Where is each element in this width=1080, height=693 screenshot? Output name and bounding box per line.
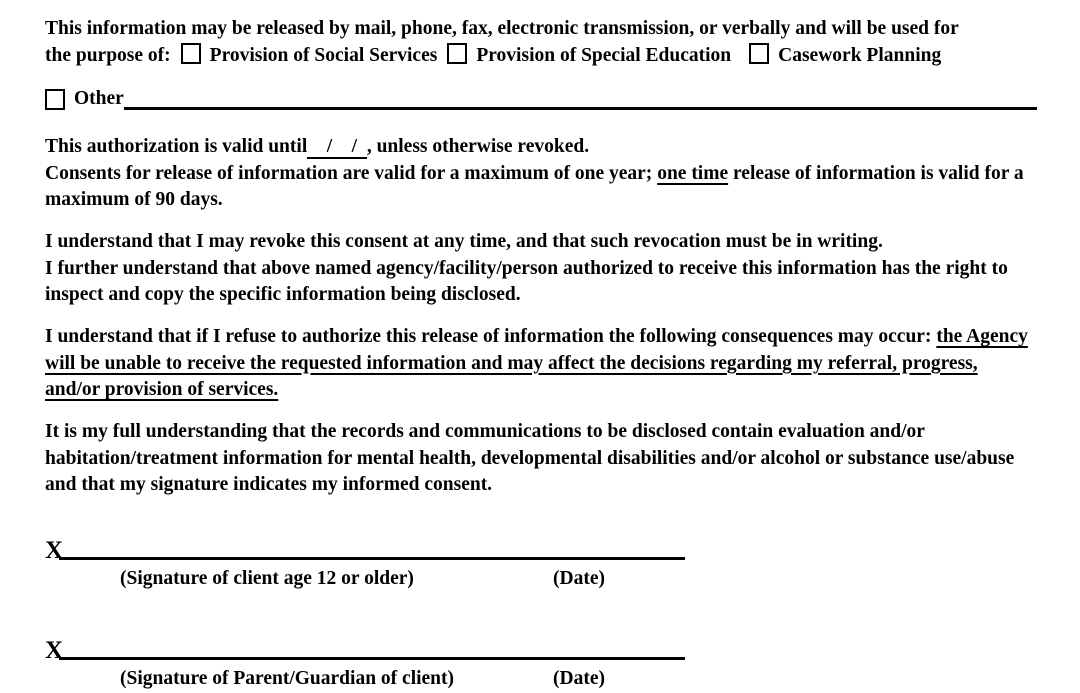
refusal-part1: I understand that if I refuse to authorize this release of information the following consequences may occur: [45,326,937,347]
one-time-underlined: one time [657,162,729,184]
revocation-sentence1: I understand that I may revoke this consent at any time, and that such revocation must be in writing. [45,231,883,252]
client-signature-labels [45,566,1037,592]
guardian-date-caption: (Date) [553,668,605,689]
guardian-x-mark: X [45,637,64,664]
client-signature-row [45,531,1037,564]
consents-part1: Consents for release of information are valid for a maximum of one year; [45,162,658,184]
client-date-caption: (Date) [553,568,605,589]
refusal-consequences-underlined: the Agency will be unable to receive the requested information and may affect the decisions regarding my referral, progress, and/or provision of services. [45,326,1028,400]
checkbox-provision-social-services[interactable] [181,43,201,64]
client-signature-block [45,531,1037,592]
purpose-paragraph [45,16,1037,69]
guardian-signature-line[interactable] [59,657,685,660]
checkbox-other[interactable] [45,89,65,110]
checkbox-provision-special-education[interactable] [447,43,467,64]
valid-until-suffix: , unless otherwise revoked. [366,136,590,157]
consents-part2: release of information is valid for a maximum of 90 days. [45,162,1024,210]
option-label-special-education: Provision of Special Education [476,44,732,66]
purpose-options-row [45,43,1037,70]
valid-until-text: This authorization is valid until [45,136,308,157]
guardian-signature-block [45,631,1037,692]
client-x-mark: X [45,537,64,564]
other-fill-line[interactable] [124,106,1037,110]
guardian-signature-row [45,631,1037,664]
purpose-prefix: the purpose of: [45,44,171,66]
revocation-sentence2: I further understand that above named agency/facility/person authorized to receive this information has the right to inspect and copy the specific information being disclosed. [45,257,1008,305]
revocation-paragraph [45,229,1037,309]
client-signature-caption: (Signature of client age 12 or older) [120,568,414,589]
checkbox-casework-planning[interactable] [749,43,769,64]
purpose-intro-line: This information may be released by mail, phone, fax, electronic transmission, or verbally and will be used for [45,18,959,39]
consents-duration-text [45,161,1037,214]
client-signature-line[interactable] [59,557,685,560]
valid-until-date-blank[interactable]: / / [307,136,367,157]
refusal-paragraph [45,324,1037,404]
guardian-signature-caption: (Signature of Parent/Guardian of client) [120,668,455,689]
valid-until-line [45,134,1037,161]
guardian-signature-labels [45,666,1037,692]
option-label-social-services: Provision of Social Services [209,44,438,66]
other-label: Other [74,88,124,109]
other-option-row [45,86,1037,113]
understanding-paragraph: It is my full understanding that the records and communications to be disclosed contain evaluation and/or habitation/treatment information for mental health, developmental disabilities and/or alcohol or substance use/abuse and that my signature indicates my informed consent. [45,421,1015,495]
option-label-casework-planning: Casework Planning [778,44,942,66]
validity-paragraph [45,134,1037,214]
